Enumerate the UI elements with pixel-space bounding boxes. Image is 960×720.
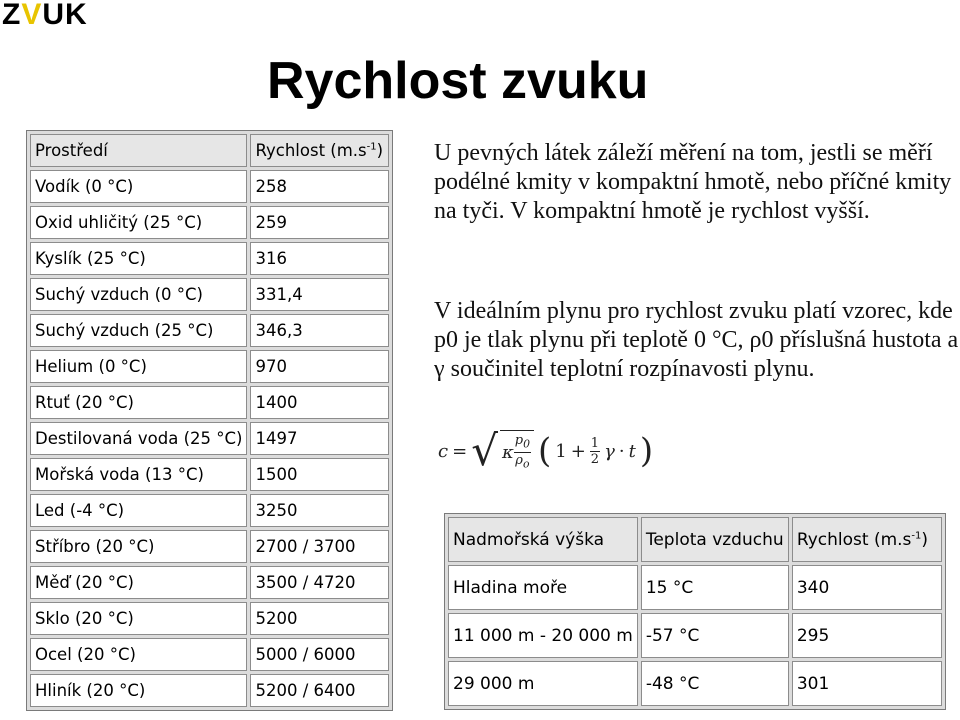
cell-speed: 5000 / 6000	[250, 638, 389, 671]
logo-letter-z: Z	[2, 0, 22, 31]
header-speed-exp: -1	[366, 141, 377, 153]
cell-altitude: 29 000 m	[448, 661, 638, 706]
cell-medium: Sklo (20 °C)	[30, 602, 247, 635]
zvuk-logo	[2, 0, 88, 32]
cell-medium: Kyslík (25 °C)	[30, 242, 247, 275]
cell-speed: 5200	[250, 602, 389, 635]
header-speed-close: )	[376, 141, 384, 160]
cell-medium: Hliník (20 °C)	[30, 674, 247, 707]
formula-t: t	[628, 440, 636, 462]
cell-medium: Rtuť (20 °C)	[30, 386, 247, 419]
formula-one: 1	[555, 440, 567, 462]
table-row	[30, 386, 389, 419]
speed-by-altitude-table	[444, 513, 946, 710]
cell-speed: 1500	[250, 458, 389, 491]
cell-speed: 5200 / 6400	[250, 674, 389, 707]
cell-speed: 258	[250, 170, 389, 203]
table-row	[448, 661, 942, 706]
table-row	[30, 566, 389, 599]
formula-rho-sub: o	[522, 457, 530, 471]
ideal-gas-paragraph: V ideálním plynu pro rychlost zvuku platí vzorec, kde p0 je tlak plynu při teplotě 0 °C, ρ0 příslušná hustota a γ součinitel teplotní rozpínavosti plynu.	[434, 298, 959, 382]
table-row	[30, 602, 389, 635]
formula-half-den: 2	[590, 451, 600, 467]
table-header-row	[30, 134, 389, 167]
cell-speed: 3500 / 4720	[250, 566, 389, 599]
table-row	[30, 458, 389, 491]
formula-rho: ρ	[515, 453, 523, 468]
formula-kappa: κ	[501, 442, 514, 463]
formula-half-num: 1	[590, 435, 600, 451]
table-row	[30, 350, 389, 383]
header-speed-base: Rychlost (m.s	[255, 141, 367, 160]
header-speed-close: )	[921, 529, 929, 550]
cell-medium: Suchý vzduch (0 °C)	[30, 278, 247, 311]
header-speed	[792, 517, 942, 562]
table-row	[30, 494, 389, 527]
solids-paragraph: U pevných látek záleží měření na tom, jestli se měří podélné kmity v kompaktní hmotě, nebo příčné kmity na tyči. V kompaktní hmotě je rychlost vyšší.	[434, 140, 952, 224]
cell-speed: 259	[250, 206, 389, 239]
header-speed-exp: -1	[911, 529, 922, 541]
table-row	[30, 638, 389, 671]
table-row	[30, 422, 389, 455]
cell-medium: Měď (20 °C)	[30, 566, 247, 599]
table-header-row	[448, 517, 942, 562]
cell-speed: 331,4	[250, 278, 389, 311]
formula-p-sub: 0	[523, 438, 530, 451]
table-row	[30, 314, 389, 347]
formula-p: p	[514, 433, 524, 449]
right-paren-icon: )	[639, 431, 654, 471]
left-paren-icon: (	[537, 431, 552, 471]
logo-letter-v: V	[21, 0, 43, 31]
formula-plus: +	[570, 440, 586, 462]
table-row	[30, 242, 389, 275]
cell-medium: Suchý vzduch (25 °C)	[30, 314, 247, 347]
header-speed-base: Rychlost (m.s	[796, 529, 912, 550]
cell-altitude: Hladina moře	[448, 565, 638, 610]
table-row	[30, 278, 389, 311]
cell-medium: Ocel (20 °C)	[30, 638, 247, 671]
table-row	[30, 674, 389, 707]
cell-speed: 970	[250, 350, 389, 383]
cell-medium: Stříbro (20 °C)	[30, 530, 247, 563]
cell-speed: 340	[792, 565, 942, 610]
cell-speed: 301	[792, 661, 942, 706]
logo-letters-uk: UK	[42, 0, 88, 31]
formula-radicand	[500, 430, 534, 473]
table-row	[30, 206, 389, 239]
cell-speed: 2700 / 3700	[250, 530, 389, 563]
cell-temp: -57 °C	[641, 613, 789, 658]
header-altitude: Nadmořská výška	[448, 517, 638, 562]
formula-equals: =	[452, 440, 468, 462]
cell-speed: 3250	[250, 494, 389, 527]
cell-medium: Led (-4 °C)	[30, 494, 247, 527]
cell-speed: 295	[792, 613, 942, 658]
cell-speed: 346,3	[250, 314, 389, 347]
formula-lhs: c	[438, 440, 449, 462]
speed-by-medium-table	[26, 130, 393, 711]
cell-altitude: 11 000 m - 20 000 m	[448, 613, 638, 658]
header-speed	[250, 134, 389, 167]
cell-temp: -48 °C	[641, 661, 789, 706]
header-temperature: Teplota vzduchu	[641, 517, 789, 562]
table-row	[448, 613, 942, 658]
sqrt-icon: √	[471, 426, 498, 475]
cell-medium: Mořská voda (13 °C)	[30, 458, 247, 491]
speed-of-sound-formula	[438, 425, 653, 477]
cell-medium: Oxid uhličitý (25 °C)	[30, 206, 247, 239]
table-row	[30, 530, 389, 563]
formula-half-fraction	[590, 436, 600, 467]
table-row	[30, 170, 389, 203]
header-medium: Prostředí	[30, 134, 247, 167]
cell-speed: 1497	[250, 422, 389, 455]
cell-speed: 1400	[250, 386, 389, 419]
formula-dot: ·	[618, 440, 625, 462]
cell-temp: 15 °C	[641, 565, 789, 610]
cell-speed: 316	[250, 242, 389, 275]
page-title: Rychlost zvuku	[267, 52, 649, 110]
formula-gamma: γ	[604, 440, 615, 462]
table-row	[448, 565, 942, 610]
cell-medium: Vodík (0 °C)	[30, 170, 247, 203]
cell-medium: Destilovaná voda (25 °C)	[30, 422, 247, 455]
formula-pressure-density-fraction	[514, 433, 531, 471]
cell-medium: Helium (0 °C)	[30, 350, 247, 383]
